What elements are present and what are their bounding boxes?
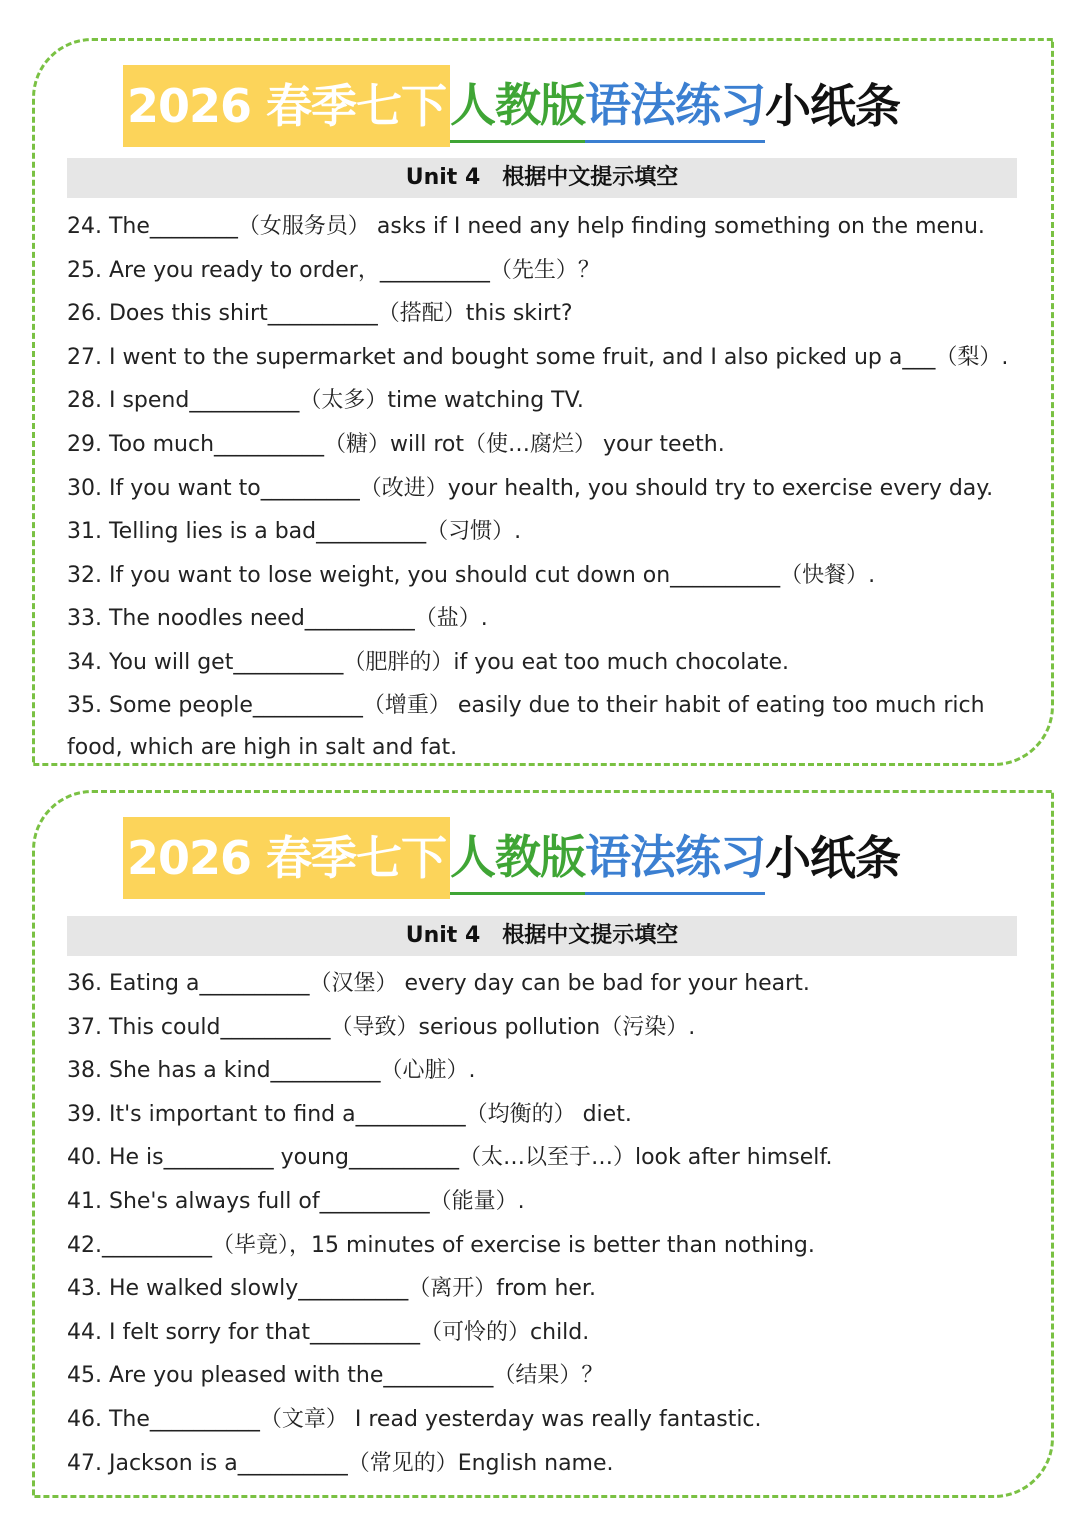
question-list [67,205,1022,769]
question-item: 35. Some people__________（增重） easily due to their habit of eating too much rich food, which are high in salt and fat. [67,692,985,760]
title-year-season: 2026 春季七下 [123,817,450,899]
question-item: 28. I spend__________（太多）time watching TV. [67,388,584,414]
question-list [67,962,1022,1485]
question-item: 29. Too much__________（糖）will rot（使…腐烂） your teeth. [67,431,725,457]
question-item: 47. Jackson is a__________（常见的）English name. [67,1450,614,1476]
question-item: 30. If you want to_________（改进）your health, you should try to exercise every day. [67,475,994,501]
question-item: 41. She's always full of__________（能量）. [67,1188,525,1214]
unit-heading: Unit 4 根据中文提示填空 [67,916,1017,956]
title-note: 小纸条 [765,79,901,133]
question-item: 40. He is__________ young__________（太…以至于…）look after himself. [67,1145,833,1171]
title-note: 小纸条 [765,831,901,885]
title-grammar-practice: 语法练习 [585,822,765,895]
question-item: 34. You will get__________（肥胖的）if you eat too much chocolate. [67,649,789,675]
worksheet-card-1 [32,38,1054,766]
title-year-season: 2026 春季七下 [123,65,450,147]
question-item: 43. He walked slowly__________（离开）from her. [67,1276,596,1302]
question-item: 38. She has a kind__________（心脏）. [67,1058,476,1084]
unit-heading: Unit 4 根据中文提示填空 [67,158,1017,198]
question-item: 46. The__________（文章） I read yesterday was really fantastic. [67,1406,762,1432]
question-item: 36. Eating a__________（汉堡） every day can be bad for your heart. [67,971,810,996]
question-item: 25. Are you ready to order，__________（先生）？ [67,257,600,283]
title-edition: 人教版 [450,822,585,895]
question-item: 33. The noodles need__________（盐）. [67,606,488,632]
question-item: 31. Telling lies is a bad__________（习惯）. [67,519,522,545]
question-item: 39. It's important to find a__________（均衡的） diet. [67,1101,632,1127]
title-grammar-practice: 语法练习 [585,70,765,143]
card-title [123,817,900,899]
title-edition: 人教版 [450,70,585,143]
worksheet-card-2 [32,790,1054,1498]
question-item: 24. The________（女服务员） asks if I need any help finding something on the menu. [67,214,985,239]
question-item: 37. This could__________（导致）serious pollution（污染）. [67,1014,696,1040]
question-item: 42.__________（毕竟），15 minutes of exercise is better than nothing. [67,1232,815,1258]
question-item: 44. I felt sorry for that__________（可怜的）child. [67,1319,590,1345]
question-item: 26. Does this shirt__________（搭配）this skirt? [67,301,573,327]
question-item: 45. Are you pleased with the__________（结果）？ [67,1363,604,1389]
question-item: 27. I went to the supermarket and bought some fruit, and I also picked up a___（梨）. [67,344,1009,370]
question-item: 32. If you want to lose weight, you should cut down on__________（快餐）. [67,562,876,588]
card-title [123,65,900,147]
